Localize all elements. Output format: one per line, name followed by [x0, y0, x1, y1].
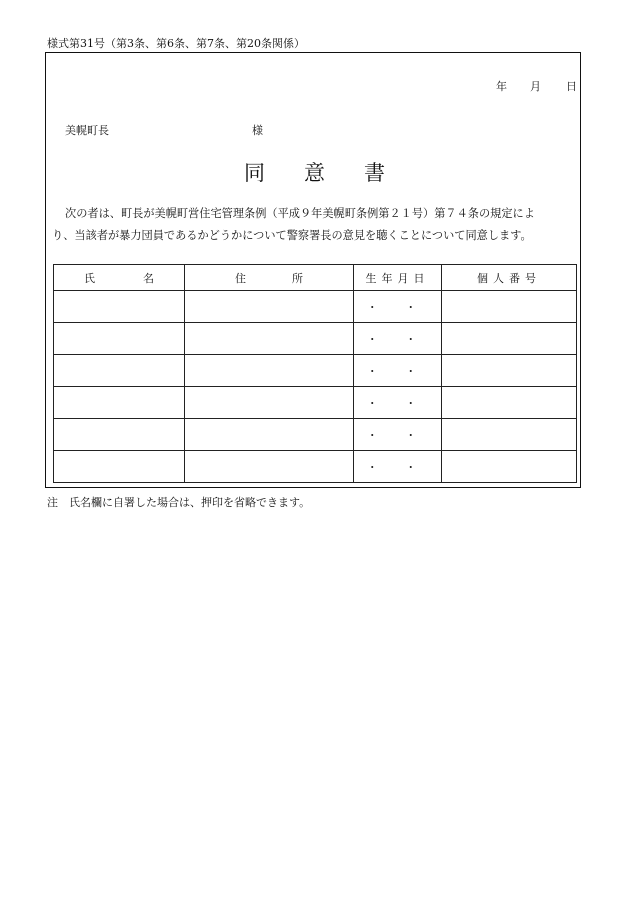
header-name-left: 氏	[84, 271, 95, 285]
address-cell[interactable]	[185, 323, 354, 355]
name-cell[interactable]	[54, 323, 185, 355]
name-cell[interactable]	[54, 355, 185, 387]
table-row	[54, 323, 577, 355]
date-month-label: 月	[530, 80, 541, 93]
table-row	[54, 419, 577, 451]
address-cell[interactable]	[185, 355, 354, 387]
address-cell[interactable]	[185, 451, 354, 483]
header-name	[54, 265, 185, 291]
address-cell[interactable]	[185, 291, 354, 323]
personal-number-cell[interactable]	[442, 387, 577, 419]
header-personal-number: 個人番号	[442, 265, 577, 291]
date-day-label: 日	[566, 80, 577, 93]
table-row	[54, 451, 577, 483]
header-address	[185, 265, 354, 291]
birthdate-cell[interactable]: ・ ・	[354, 451, 442, 483]
birthdate-cell[interactable]: ・ ・	[354, 419, 442, 451]
header-address-left: 住	[235, 271, 246, 285]
addressee-name: 美幌町長	[65, 124, 109, 137]
header-birthdate: 生年月日	[354, 265, 442, 291]
header-name-right: 名	[143, 271, 154, 285]
birthdate-cell[interactable]: ・ ・	[354, 387, 442, 419]
birthdate-cell[interactable]: ・ ・	[354, 355, 442, 387]
name-cell[interactable]	[54, 451, 185, 483]
personal-number-cell[interactable]	[442, 451, 577, 483]
form-number: 様式第31号（第3条、第6条、第7条、第20条関係）	[47, 37, 305, 50]
document-title	[0, 157, 630, 183]
title-char-2: 意	[304, 161, 325, 185]
table-row	[54, 291, 577, 323]
name-cell[interactable]	[54, 291, 185, 323]
personal-number-cell[interactable]	[442, 419, 577, 451]
title-char-3: 書	[364, 161, 385, 185]
table-header-row	[54, 265, 577, 291]
address-cell[interactable]	[185, 387, 354, 419]
date-year-label: 年	[496, 80, 507, 93]
footnote: 注 氏名欄に自署した場合は、押印を省略できます。	[47, 496, 311, 509]
address-cell[interactable]	[185, 419, 354, 451]
addressee-honorific: 様	[252, 124, 263, 137]
birthdate-cell[interactable]: ・ ・	[354, 323, 442, 355]
personal-number-cell[interactable]	[442, 355, 577, 387]
name-cell[interactable]	[54, 387, 185, 419]
birthdate-cell[interactable]: ・ ・	[354, 291, 442, 323]
table-row	[54, 355, 577, 387]
consent-text-line-1: 次の者は、町長が美幌町営住宅管理条例（平成９年美幌町条例第２１号）第７４条の規定によ	[65, 207, 535, 220]
personal-number-cell[interactable]	[442, 323, 577, 355]
personal-number-cell[interactable]	[442, 291, 577, 323]
table-row	[54, 387, 577, 419]
name-cell[interactable]	[54, 419, 185, 451]
header-address-right: 所	[292, 271, 303, 285]
title-char-1: 同	[244, 161, 265, 185]
date-line	[490, 78, 580, 92]
persons-table	[53, 264, 577, 483]
consent-text-line-2: り、当該者が暴力団員であるかどうかについて警察署長の意見を聴くことについて同意します。	[52, 229, 532, 242]
